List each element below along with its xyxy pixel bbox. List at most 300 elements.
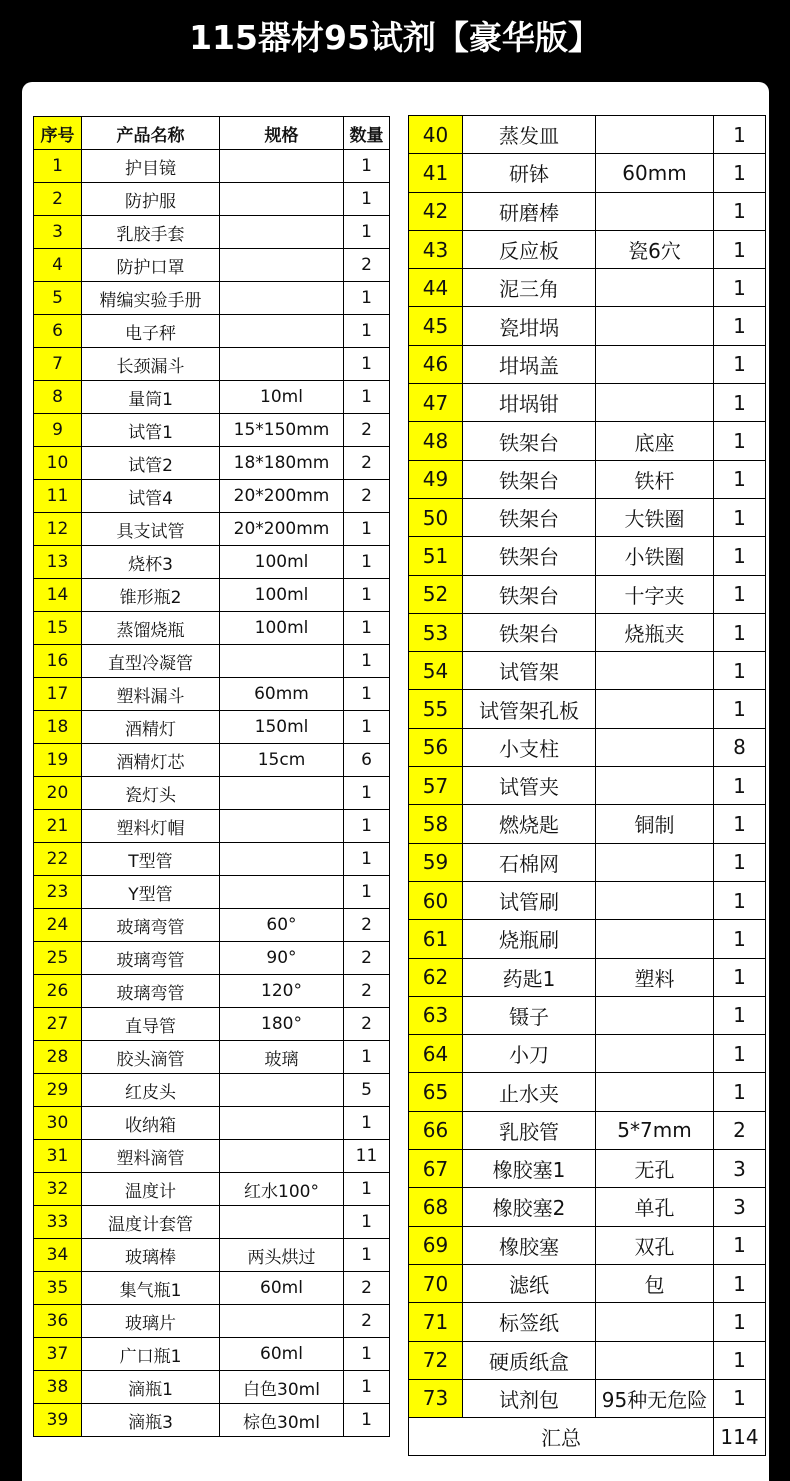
row-spec: 双孔 <box>596 1226 714 1264</box>
row-name: 橡胶塞2 <box>463 1188 596 1226</box>
table-row <box>34 579 390 612</box>
row-seq: 43 <box>409 230 463 268</box>
row-qty: 1 <box>344 810 390 843</box>
table-row <box>34 1206 390 1239</box>
row-name: 收纳箱 <box>82 1107 220 1140</box>
table-row <box>34 1338 390 1371</box>
row-qty: 1 <box>714 269 766 307</box>
row-qty: 2 <box>344 414 390 447</box>
table-row <box>34 1041 390 1074</box>
row-seq: 57 <box>409 767 463 805</box>
row-spec <box>220 1074 344 1107</box>
table-row <box>34 711 390 744</box>
row-spec <box>596 1341 714 1379</box>
row-name: 橡胶塞 <box>463 1226 596 1264</box>
row-spec: 无孔 <box>596 1150 714 1188</box>
row-seq: 28 <box>34 1041 82 1074</box>
row-seq: 52 <box>409 575 463 613</box>
header-qty: 数量 <box>344 117 390 150</box>
row-qty: 1 <box>714 154 766 192</box>
row-qty: 1 <box>344 513 390 546</box>
table-row <box>409 613 766 651</box>
row-seq: 45 <box>409 307 463 345</box>
row-seq: 37 <box>34 1338 82 1371</box>
row-spec: 15cm <box>220 744 344 777</box>
row-name: 酒精灯芯 <box>82 744 220 777</box>
table-row <box>409 1341 766 1379</box>
row-qty: 1 <box>344 183 390 216</box>
row-spec: 红水100° <box>220 1173 344 1206</box>
table-row <box>409 690 766 728</box>
row-spec: 包 <box>596 1264 714 1302</box>
row-spec <box>596 728 714 766</box>
row-seq: 22 <box>34 843 82 876</box>
table-row <box>34 1371 390 1404</box>
table-row <box>34 942 390 975</box>
row-qty: 1 <box>714 996 766 1034</box>
table-row <box>34 645 390 678</box>
row-spec: 塑料 <box>596 958 714 996</box>
row-qty: 1 <box>714 613 766 651</box>
row-spec: 60ml <box>220 1338 344 1371</box>
row-qty: 1 <box>714 192 766 230</box>
table-row <box>34 1140 390 1173</box>
row-seq: 70 <box>409 1264 463 1302</box>
row-qty: 1 <box>344 1404 390 1437</box>
row-name: 研磨棒 <box>463 192 596 230</box>
row-seq: 42 <box>409 192 463 230</box>
row-qty: 1 <box>344 348 390 381</box>
row-name: 烧瓶刷 <box>463 920 596 958</box>
table-row <box>409 575 766 613</box>
row-name: 铁架台 <box>463 613 596 651</box>
row-qty: 1 <box>344 678 390 711</box>
table-row <box>409 652 766 690</box>
row-spec <box>220 249 344 282</box>
table-row <box>409 1264 766 1302</box>
row-name: 药匙1 <box>463 958 596 996</box>
row-name: 塑料灯帽 <box>82 810 220 843</box>
row-seq: 62 <box>409 958 463 996</box>
row-name: 蒸馏烧瓶 <box>82 612 220 645</box>
table-row <box>34 1239 390 1272</box>
table-row <box>34 612 390 645</box>
row-seq: 64 <box>409 1035 463 1073</box>
row-seq: 27 <box>34 1008 82 1041</box>
row-seq: 2 <box>34 183 82 216</box>
table-header-row <box>34 117 390 150</box>
row-seq: 19 <box>34 744 82 777</box>
row-seq: 46 <box>409 345 463 383</box>
row-spec <box>220 1107 344 1140</box>
row-name: 瓷坩埚 <box>463 307 596 345</box>
row-name: 铁架台 <box>463 422 596 460</box>
row-spec: 白色30ml <box>220 1371 344 1404</box>
row-qty: 1 <box>344 777 390 810</box>
row-name: 具支试管 <box>82 513 220 546</box>
row-qty: 1 <box>344 579 390 612</box>
row-seq: 1 <box>34 150 82 183</box>
row-name: 锥形瓶2 <box>82 579 220 612</box>
row-spec: 150ml <box>220 711 344 744</box>
row-seq: 9 <box>34 414 82 447</box>
table-row <box>409 460 766 498</box>
row-seq: 58 <box>409 805 463 843</box>
row-seq: 54 <box>409 652 463 690</box>
row-name: 塑料漏斗 <box>82 678 220 711</box>
table-row <box>409 881 766 919</box>
total-value: 114 <box>714 1418 766 1456</box>
row-spec <box>220 777 344 810</box>
table-row <box>409 230 766 268</box>
row-name: 滴瓶3 <box>82 1404 220 1437</box>
row-seq: 35 <box>34 1272 82 1305</box>
row-seq: 39 <box>34 1404 82 1437</box>
row-spec <box>596 920 714 958</box>
row-qty: 1 <box>714 422 766 460</box>
row-qty: 3 <box>714 1150 766 1188</box>
row-spec: 180° <box>220 1008 344 1041</box>
row-name: 瓷灯头 <box>82 777 220 810</box>
row-name: 集气瓶1 <box>82 1272 220 1305</box>
table-row <box>34 744 390 777</box>
row-seq: 16 <box>34 645 82 678</box>
row-name: 蒸发皿 <box>463 116 596 154</box>
table-row <box>34 1272 390 1305</box>
table-row <box>409 498 766 536</box>
row-spec <box>220 216 344 249</box>
row-seq: 14 <box>34 579 82 612</box>
row-name: 试管1 <box>82 414 220 447</box>
row-spec <box>596 767 714 805</box>
row-name: 直型冷凝管 <box>82 645 220 678</box>
row-seq: 69 <box>409 1226 463 1264</box>
row-seq: 67 <box>409 1150 463 1188</box>
row-qty: 1 <box>714 1341 766 1379</box>
row-qty: 1 <box>714 652 766 690</box>
table-row <box>409 1303 766 1341</box>
row-spec <box>220 645 344 678</box>
row-qty: 1 <box>714 805 766 843</box>
row-name: 广口瓶1 <box>82 1338 220 1371</box>
row-qty: 1 <box>344 1239 390 1272</box>
row-qty: 2 <box>344 447 390 480</box>
row-spec: 20*200mm <box>220 513 344 546</box>
row-spec <box>220 876 344 909</box>
row-spec: 大铁圈 <box>596 498 714 536</box>
row-qty: 1 <box>714 958 766 996</box>
row-seq: 47 <box>409 384 463 422</box>
row-spec <box>596 116 714 154</box>
table-row <box>409 1379 766 1417</box>
row-name: 铁架台 <box>463 575 596 613</box>
row-name: 坩埚盖 <box>463 345 596 383</box>
row-qty: 1 <box>714 690 766 728</box>
row-qty: 1 <box>714 843 766 881</box>
row-name: 玻璃弯管 <box>82 909 220 942</box>
row-name: 酒精灯 <box>82 711 220 744</box>
row-spec <box>220 282 344 315</box>
row-seq: 68 <box>409 1188 463 1226</box>
row-spec <box>220 348 344 381</box>
row-qty: 1 <box>714 498 766 536</box>
row-seq: 25 <box>34 942 82 975</box>
row-name: 滴瓶1 <box>82 1371 220 1404</box>
row-name: 硬质纸盒 <box>463 1341 596 1379</box>
table-row <box>409 384 766 422</box>
row-seq: 24 <box>34 909 82 942</box>
row-qty: 2 <box>714 1111 766 1149</box>
table-row <box>409 307 766 345</box>
row-seq: 44 <box>409 269 463 307</box>
table-row <box>34 480 390 513</box>
row-name: 试管架孔板 <box>463 690 596 728</box>
row-spec <box>596 996 714 1034</box>
row-qty: 1 <box>344 381 390 414</box>
row-name: 镊子 <box>463 996 596 1034</box>
row-qty: 1 <box>714 1073 766 1111</box>
row-spec <box>220 1206 344 1239</box>
row-spec: 5*7mm <box>596 1111 714 1149</box>
table-row <box>34 843 390 876</box>
row-spec: 烧瓶夹 <box>596 613 714 651</box>
row-seq: 49 <box>409 460 463 498</box>
row-name: Y型管 <box>82 876 220 909</box>
row-spec: 十字夹 <box>596 575 714 613</box>
row-qty: 1 <box>344 843 390 876</box>
table-row <box>409 1035 766 1073</box>
row-name: 玻璃片 <box>82 1305 220 1338</box>
table-row <box>34 1008 390 1041</box>
table-row <box>409 116 766 154</box>
row-seq: 8 <box>34 381 82 414</box>
row-qty: 1 <box>714 230 766 268</box>
row-seq: 38 <box>34 1371 82 1404</box>
row-name: 烧杯3 <box>82 546 220 579</box>
equipment-table-left <box>33 116 390 1437</box>
row-name: 铁架台 <box>463 498 596 536</box>
row-name: 反应板 <box>463 230 596 268</box>
table-row <box>409 192 766 230</box>
header-seq: 序号 <box>34 117 82 150</box>
row-seq: 72 <box>409 1341 463 1379</box>
row-name: 滤纸 <box>463 1264 596 1302</box>
row-name: 乳胶管 <box>463 1111 596 1149</box>
row-qty: 3 <box>714 1188 766 1226</box>
row-qty: 1 <box>714 575 766 613</box>
row-name: 泥三角 <box>463 269 596 307</box>
row-name: 铁架台 <box>463 460 596 498</box>
row-seq: 60 <box>409 881 463 919</box>
table-row <box>34 810 390 843</box>
row-qty: 1 <box>344 645 390 678</box>
table-row <box>34 777 390 810</box>
table-row <box>34 513 390 546</box>
row-qty: 2 <box>344 975 390 1008</box>
row-spec: 15*150mm <box>220 414 344 447</box>
table-row <box>34 975 390 1008</box>
row-name: 试管夹 <box>463 767 596 805</box>
row-spec <box>220 1140 344 1173</box>
table-row <box>34 1404 390 1437</box>
row-name: 防护口罩 <box>82 249 220 282</box>
row-qty: 1 <box>714 1264 766 1302</box>
row-seq: 34 <box>34 1239 82 1272</box>
table-row <box>34 150 390 183</box>
row-name: 量筒1 <box>82 381 220 414</box>
table-row <box>409 996 766 1034</box>
row-spec <box>596 1073 714 1111</box>
row-seq: 21 <box>34 810 82 843</box>
row-seq: 51 <box>409 537 463 575</box>
row-name: 研钵 <box>463 154 596 192</box>
row-name: 护目镜 <box>82 150 220 183</box>
row-seq: 13 <box>34 546 82 579</box>
table-row <box>409 269 766 307</box>
row-spec <box>220 315 344 348</box>
table-row <box>409 1111 766 1149</box>
row-qty: 1 <box>714 460 766 498</box>
row-seq: 12 <box>34 513 82 546</box>
row-spec: 100ml <box>220 546 344 579</box>
table-row <box>34 315 390 348</box>
row-name: 试管架 <box>463 652 596 690</box>
table-row <box>409 1226 766 1264</box>
row-name: 试剂包 <box>463 1379 596 1417</box>
table-row <box>34 909 390 942</box>
row-qty: 2 <box>344 249 390 282</box>
row-name: 温度计 <box>82 1173 220 1206</box>
row-qty: 2 <box>344 480 390 513</box>
table-row <box>409 805 766 843</box>
row-qty: 1 <box>714 384 766 422</box>
row-seq: 5 <box>34 282 82 315</box>
row-name: 玻璃棒 <box>82 1239 220 1272</box>
row-spec: 瓷6穴 <box>596 230 714 268</box>
row-seq: 6 <box>34 315 82 348</box>
row-spec: 10ml <box>220 381 344 414</box>
row-name: 乳胶手套 <box>82 216 220 249</box>
row-spec <box>596 1303 714 1341</box>
row-seq: 4 <box>34 249 82 282</box>
row-spec: 95种无危险 <box>596 1379 714 1417</box>
row-spec: 18*180mm <box>220 447 344 480</box>
table-row <box>409 920 766 958</box>
row-name: 标签纸 <box>463 1303 596 1341</box>
row-spec <box>220 150 344 183</box>
equipment-table-right <box>408 115 766 1456</box>
row-spec <box>220 1305 344 1338</box>
row-qty: 1 <box>344 546 390 579</box>
table-row <box>34 876 390 909</box>
row-seq: 26 <box>34 975 82 1008</box>
row-seq: 17 <box>34 678 82 711</box>
row-qty: 1 <box>344 876 390 909</box>
row-qty: 1 <box>344 1206 390 1239</box>
row-spec: 60ml <box>220 1272 344 1305</box>
row-qty: 1 <box>714 1226 766 1264</box>
row-qty: 1 <box>344 216 390 249</box>
row-seq: 40 <box>409 116 463 154</box>
row-qty: 5 <box>344 1074 390 1107</box>
row-qty: 1 <box>344 1107 390 1140</box>
row-spec: 铜制 <box>596 805 714 843</box>
row-spec <box>596 652 714 690</box>
row-seq: 50 <box>409 498 463 536</box>
table-row <box>409 1073 766 1111</box>
row-name: 电子秤 <box>82 315 220 348</box>
row-qty: 1 <box>344 150 390 183</box>
row-qty: 2 <box>344 1305 390 1338</box>
row-spec: 棕色30ml <box>220 1404 344 1437</box>
table-row <box>409 1150 766 1188</box>
row-qty: 1 <box>714 767 766 805</box>
table-row <box>409 345 766 383</box>
row-seq: 15 <box>34 612 82 645</box>
row-spec <box>596 345 714 383</box>
row-spec <box>220 843 344 876</box>
row-name: 铁架台 <box>463 537 596 575</box>
table-row <box>409 422 766 460</box>
row-qty: 1 <box>714 1379 766 1417</box>
table-row <box>409 537 766 575</box>
row-name: 燃烧匙 <box>463 805 596 843</box>
row-seq: 56 <box>409 728 463 766</box>
row-seq: 10 <box>34 447 82 480</box>
row-spec <box>596 1035 714 1073</box>
row-seq: 33 <box>34 1206 82 1239</box>
row-seq: 7 <box>34 348 82 381</box>
row-spec: 60° <box>220 909 344 942</box>
row-seq: 53 <box>409 613 463 651</box>
row-name: T型管 <box>82 843 220 876</box>
row-name: 试管2 <box>82 447 220 480</box>
row-qty: 1 <box>344 1173 390 1206</box>
table-row <box>34 249 390 282</box>
row-seq: 48 <box>409 422 463 460</box>
row-qty: 1 <box>344 711 390 744</box>
row-qty: 2 <box>344 942 390 975</box>
row-name: 橡胶塞1 <box>463 1150 596 1188</box>
table-row <box>34 1074 390 1107</box>
table-row <box>409 843 766 881</box>
table-row <box>409 767 766 805</box>
row-spec: 120° <box>220 975 344 1008</box>
row-qty: 1 <box>344 1371 390 1404</box>
row-spec: 小铁圈 <box>596 537 714 575</box>
row-seq: 11 <box>34 480 82 513</box>
table-row <box>409 1188 766 1226</box>
row-name: 小刀 <box>463 1035 596 1073</box>
row-spec: 90° <box>220 942 344 975</box>
row-seq: 36 <box>34 1305 82 1338</box>
header-name: 产品名称 <box>82 117 220 150</box>
row-qty: 1 <box>344 1041 390 1074</box>
row-qty: 2 <box>344 1272 390 1305</box>
table-row <box>34 183 390 216</box>
row-name: 精编实验手册 <box>82 282 220 315</box>
row-name: 试管4 <box>82 480 220 513</box>
row-qty: 8 <box>714 728 766 766</box>
total-label: 汇总 <box>409 1418 714 1456</box>
row-name: 胶头滴管 <box>82 1041 220 1074</box>
row-name: 试管刷 <box>463 881 596 919</box>
row-spec: 两头烘过 <box>220 1239 344 1272</box>
row-spec: 玻璃 <box>220 1041 344 1074</box>
row-seq: 3 <box>34 216 82 249</box>
page-title: 115器材95试剂【豪华版】 <box>189 18 601 57</box>
row-seq: 31 <box>34 1140 82 1173</box>
